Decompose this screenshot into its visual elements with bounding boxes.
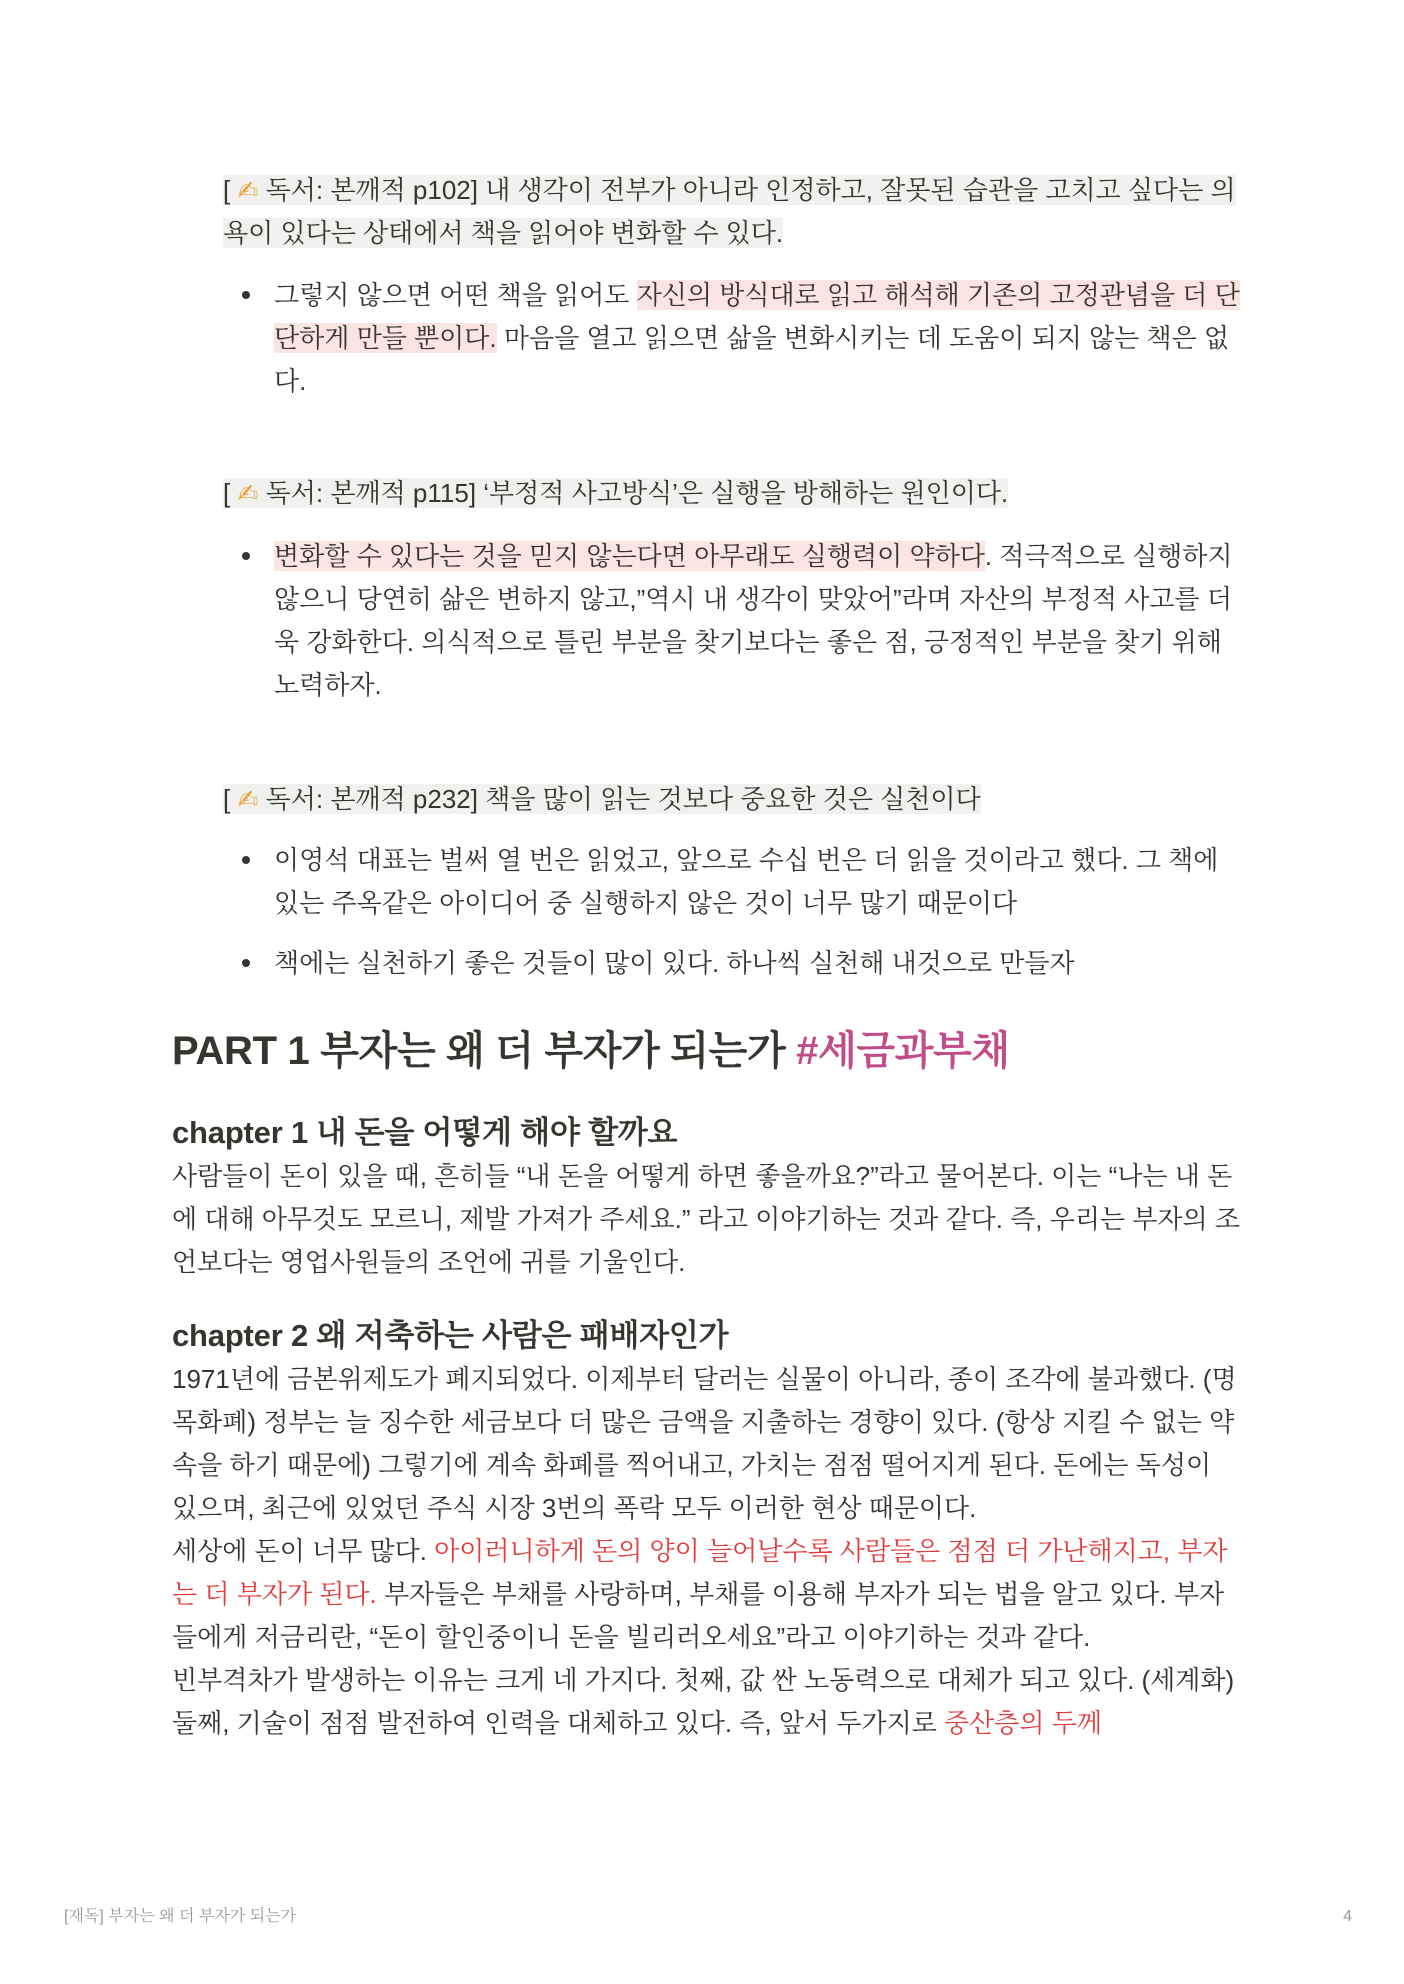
quote-text: ‘부정적 사고방식’은 실행을 방해하는 원인이다. (483, 478, 1009, 508)
part-tag: #세금과부채 (796, 1029, 1010, 1073)
bullet-item (223, 942, 1243, 985)
part-title: PART 1 부자는 왜 더 부자가 되는가 (172, 1029, 786, 1073)
reading-note (223, 778, 1243, 985)
note-quote (223, 778, 1243, 821)
bullet-text: 그렇지 않으면 어떤 책을 읽어도 (274, 280, 637, 310)
chapter-section (172, 1314, 1242, 1745)
quote-text: 책을 많이 읽는 것보다 중요한 것은 실천이다 (485, 784, 981, 814)
bullet-dot (242, 959, 250, 967)
quote-highlight (223, 175, 1236, 248)
note-quote (223, 169, 1243, 255)
paragraph-text: 빈부격차가 발생하는 이유는 크게 네 가지다. 첫째, 값 싼 노동력으로 대체가 되고 있다. (세계화) 둘째, 기술이 점점 발전하여 인력을 대체하고 있다. 즉, 앞서 두가지로 (172, 1665, 1235, 1738)
quote-source: 독서: 본깨적 p102] (265, 175, 478, 205)
bullet-list (223, 839, 1243, 985)
pink-highlight-text: 변화할 수 있다는 것을 믿지 않는다면 아무래도 실행력이 약하다 (274, 541, 985, 571)
quote-prefix: [ (223, 175, 231, 205)
quote-text: 내 생각이 전부가 아니라 인정하고, 잘못된 습관을 고치고 싶다는 의욕이 있다는 상태에서 책을 읽어야 변화할 수 있다. (223, 175, 1236, 248)
quote-highlight (223, 478, 1008, 508)
part-heading (172, 1023, 1242, 1079)
bullet-text: 책에는 실천하기 좋은 것들이 많이 있다. 하나씩 실천해 내것으로 만들자 (274, 948, 1075, 978)
paragraph (172, 1659, 1242, 1745)
reading-note (223, 472, 1243, 707)
bullet-item (223, 535, 1243, 707)
bullet-dot (242, 552, 250, 560)
reading-note (223, 169, 1243, 403)
bullet-text: . 적극적으로 실행하지 않으니 당연히 삶은 변하지 않고,”역시 내 생각이 맞았어”라며 자산의 부정적 사고를 더욱 강화한다. 의식적으로 틀린 부분을 찾기보다는 좋은 점, 긍정적인 부분을 찾기 위해 노력하자. (274, 541, 1233, 700)
paragraph (172, 1155, 1242, 1284)
bullet-item (223, 274, 1243, 403)
red-text: 아이러니하게 돈의 양이 늘어날수록 사람들은 점점 더 가난해지고, 부자는 더 부자가 된다. (172, 1536, 1228, 1609)
quote-source: 독서: 본깨적 p115] (265, 478, 477, 508)
page-number: 4 (1343, 1908, 1352, 1925)
bullet-item (223, 839, 1243, 925)
quote-prefix: [ (223, 784, 231, 814)
quote-source: 독서: 본깨적 p232] (265, 784, 478, 814)
writing-hand-icon (237, 778, 258, 821)
bullet-dot (242, 291, 250, 299)
paragraph-text: 사람들이 돈이 있을 때, 흔히들 “내 돈을 어떻게 하면 좋을까요?”라고 물어본다. 이는 “나는 내 돈에 대해 아무것도 모르니, 제발 가져가 주세요.” 라고 이야기하는 것과 같다. 즉, 우리는 부자의 조언보다는 영업사원들의 조언에 귀를 기울인다. (172, 1161, 1240, 1277)
bullet-dot (242, 856, 250, 864)
quote-highlight (223, 784, 981, 814)
chapter-section (172, 1111, 1242, 1284)
red-text: 중산층의 두께 (944, 1708, 1102, 1738)
paragraph (172, 1358, 1242, 1530)
paragraph-text: 세상에 돈이 너무 많다. (172, 1536, 435, 1566)
paragraph-text: 1971년에 금본위제도가 폐지되었다. 이제부터 달러는 실물이 아니라, 종이 조각에 불과했다. (명목화폐) 정부는 늘 징수한 세금보다 더 많은 금액을 지출하는 경향이 있다. (항상 지킬 수 없는 약속을 하기 때문에) 그렇기에 계속 화폐를 찍어내고, 가치는 점점 떨어지게 된다. 돈에는 독성이 있으며, 최근에 있었던 주식 시장 3번의 폭락 모두 이러한 현상 때문이다. (172, 1364, 1237, 1523)
writing-hand-icon (237, 169, 258, 212)
footer-title: [재독] 부자는 왜 더 부자가 되는가 (64, 1908, 297, 1925)
bullet-text: 이영석 대표는 벌써 열 번은 읽었고, 앞으로 수십 번은 더 읽을 것이라고 했다. 그 책에 있는 주옥같은 아이디어 중 실행하지 않은 것이 너무 많기 때문이다 (274, 845, 1219, 918)
chapter-heading: chapter 2 왜 저축하는 사람은 패배자인가 (172, 1318, 729, 1353)
pink-highlight-text: 자신의 방식대로 읽고 해석해 기존의 고정관념을 더 단단하게 만들 뿐이다. (274, 280, 1240, 353)
note-quote (223, 472, 1243, 515)
quote-prefix: [ (223, 478, 231, 508)
paragraph-text: 부자들은 부채를 사랑하며, 부채를 이용해 부자가 되는 법을 알고 있다. 부자들에게 저금리란, “돈이 할인중이니 돈을 빌리러오세요”라고 이야기하는 것과 같다. (172, 1579, 1225, 1652)
writing-hand-icon (237, 472, 258, 515)
chapter-heading: chapter 1 내 돈을 어떻게 해야 할까요 (172, 1115, 678, 1150)
bullet-list (223, 274, 1243, 403)
paragraph (172, 1530, 1242, 1659)
bullet-text: 마음을 열고 읽으면 삶을 변화시키는 데 도움이 되지 않는 책은 없다. (274, 323, 1230, 396)
document-page (172, 0, 1242, 1745)
bullet-list (223, 535, 1243, 707)
